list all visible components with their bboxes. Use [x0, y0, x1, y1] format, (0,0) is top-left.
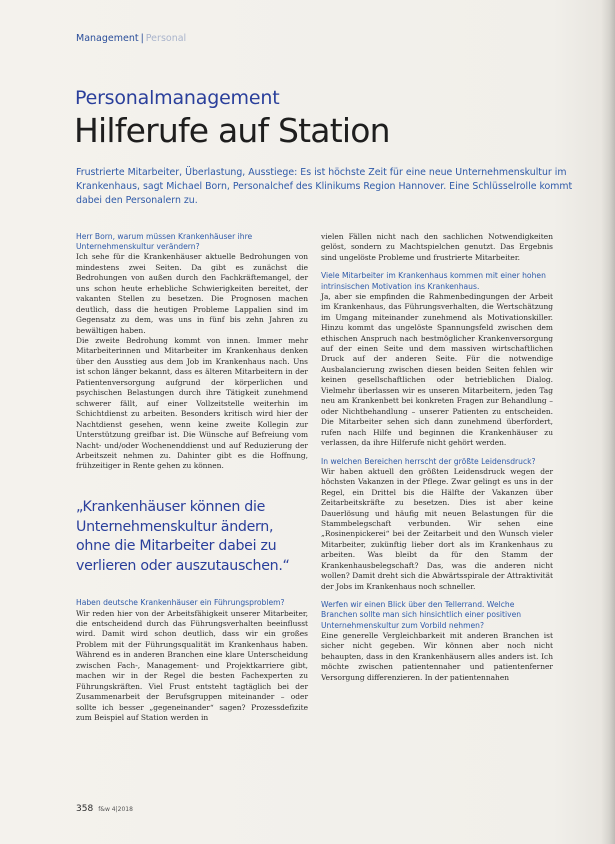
rubric-section: Management — [76, 33, 139, 44]
question-heading: Viele Mitarbeiter im Krankenhaus kommen mit einer hohen intrinsischen Motivation ins Krankenhaus. — [321, 271, 546, 291]
left-column — [76, 232, 308, 731]
answer-paragraph: Die zweite Bedrohung kommt von innen. Immer mehr Mitarbeiterinnen und Mitarbeiter im Krankenhaus denken über den Ausstieg aus dem Job im Krankenhaus nach. Uns ist schon länger bekannt, dass es älteren Mitarbeitern in der Patientenversorgung aufgrund der körperlichen und psychischen Belastungen durch ihre Tätigkeit zunehmend schwerer fällt, auf einer Vollzeitstelle weiterhin im Schichtdienst zu arbeiten. Besonders kritisch wird hier der Nachtdienst gesehen, wenn keine zweite Kollegin zur Unterstützung greifbar ist. Die Wünsche auf Befreiung vom Nacht- und/oder Wochenenddienst und auf Reduzierung der Arbeitszeit nehmen zu. Dahinter gibt es die Hoffnung, frühzeitiger in Rente gehen zu können. — [76, 336, 308, 471]
answer-paragraph: Wir haben aktuell den größten Leidensdruck wegen der höchsten Vakanzen in der Pflege. Zwar gelingt es uns in der Regel, ein Drittel bis die Hälfte der Vakanzen über Zeitarbeitskräfte zu besetzen. Dies ist aber keine Dauerlösung und häufig mit neuen Belastungen für die Stammbelegschaft verbunden. Wir sehen eine „Rosinenpickerei“ bei der Zeitarbeit und den Wunsch vieler Mitarbeiter, zukünftig lieber dort als im Krankenhaus zu arbeiten. Was bleibt da für den Stamm der Krankenhausbelegschaft? Das, was die anderen nicht wollen? Damit dreht sich die Abwärtsspirale der Attraktivität der Jobs im Krankenhaus noch schneller. — [321, 466, 553, 591]
question-heading: Herr Born, warum müssen Krankenhäuser ihre Unternehmenskultur verändern? — [76, 232, 253, 252]
answer-paragraph: Ich sehe für die Krankenhäuser aktuelle Bedrohungen von mindestens zwei Seiten. Da gibt es zunächst die Bedrohungen von außen durch den Fachkräftemangel, der uns schon heute erhebliche Schwierigkeiten bereitet, der vakanten Stellen zu besetzen. Die Prognosen machen deutlich, dass die heutigen Probleme Lappalien sind im Gegensatz zu dem, was uns in fünf bis zehn Jahren zu bewältigen haben. — [76, 252, 308, 335]
issue-label: f&w 4|2018 — [98, 806, 133, 813]
page-number: 358 — [76, 804, 94, 814]
rubric-separator: | — [140, 33, 144, 44]
section-rubric — [76, 33, 186, 44]
answer-paragraph: Ja, aber sie empfinden die Rahmenbedingungen der Arbeit im Krankenhaus, das Führungsverhalten, die Wertschätzung im Umgang miteinander zunehmend als Motivationskiller. Hinzu kommt das ungelöste Spannungsfeld zwischen dem ethischen Anspruch nach bestmöglicher Krankenversorgung auf der einen Seite und dem massiven wirtschaftlichen Druck auf der anderen Seite. Für die notwendige Ausbalancierung zwischen diesen beiden Seiten fehlen wir keinen gesellschaftlichen oder betrieblichen Dialog. Vielmehr überlassen wir es unseren Mitarbeitern, jeden Tag neu am Krankenbett bei konkreten Fragen zur Behandlung – oder Nichtbehandlung – unserer Patienten zu entscheiden. Die Mitarbeiter sehen sich dann zunehmend überfordert, rufen nach Hilfe und beginnen die Krankenhäuser zu verlassen, da ihre Hilferufe nicht gehört werden. — [321, 291, 553, 448]
right-column — [321, 232, 553, 691]
answer-paragraph: Wir reden hier von der Arbeitsfähigkeit unserer Mitarbeiter, die entscheidend durch das Führungsverhalten beeinflusst wird. Damit wird schon deutlich, dass wir ein großes Problem mit der Führungsqualität im Krankenhaus haben. Während es in anderen Branchen eine klare Unterscheidung zwischen Fach-, Management- und Projektkarriere gibt, machen wir in der Regel die besten Fachexperten zu Führungskräften. Viel Frust entsteht tagtäglich bei der Zusammenarbeit der Berufsgruppen miteinander – oder sollte ich besser „gegeneinander“ sagen? Prozessdefizite zum Beispiel auf Station werden in — [76, 608, 308, 723]
article-lead: Frustrierte Mitarbeiter, Überlastung, Ausstiege: Es ist höchste Zeit für eine neue Unternehmenskultur im Krankenhaus, sagt Michael Born, Personalchef des Klinikums Region Hannover. Eine Schlüsselrolle kommt dabei den Personalern zu. — [76, 167, 573, 206]
question-heading: Werfen wir einen Blick über den Tellerrand. Welche Branchen sollte man sich hinsichtlich einer positiven Unternehmenskultur zum Vorbild nehmen? — [321, 600, 522, 630]
answer-paragraph: Eine generelle Vergleichbarkeit mit anderen Branchen ist sicher nicht gegeben. Wir können aber noch nicht behaupten, dass in den Krankenhäusern alles anders ist. Ich möchte zwischen patientennaher und patientenferner Versorgung differenzieren. In der patientennahen — [321, 630, 553, 682]
answer-paragraph: vielen Fällen nicht nach den sachlichen Notwendigkeiten gelöst, sondern zu Machtspielchen genutzt. Das Ergebnis sind ungelöste Probleme und frustrierte Mitarbeiter. — [321, 232, 553, 262]
question-heading: In welchen Bereichen herrscht der größte Leidensdruck? — [321, 456, 536, 466]
rubric-subsection: Personal — [145, 33, 187, 44]
page-spine-shadow — [601, 0, 615, 844]
pull-quote: „Krankenhäuser können die Unternehmenskultur ändern, ohne die Mitarbeiter dabei zu verlieren oder auszutauschen.“ — [76, 498, 290, 574]
article-kicker: Personalmanagement — [75, 87, 280, 109]
page-footer — [76, 804, 133, 814]
question-heading: Haben deutsche Krankenhäuser ein Führungsproblem? — [76, 598, 285, 608]
article-headline: Hilferufe auf Station — [74, 111, 390, 150]
